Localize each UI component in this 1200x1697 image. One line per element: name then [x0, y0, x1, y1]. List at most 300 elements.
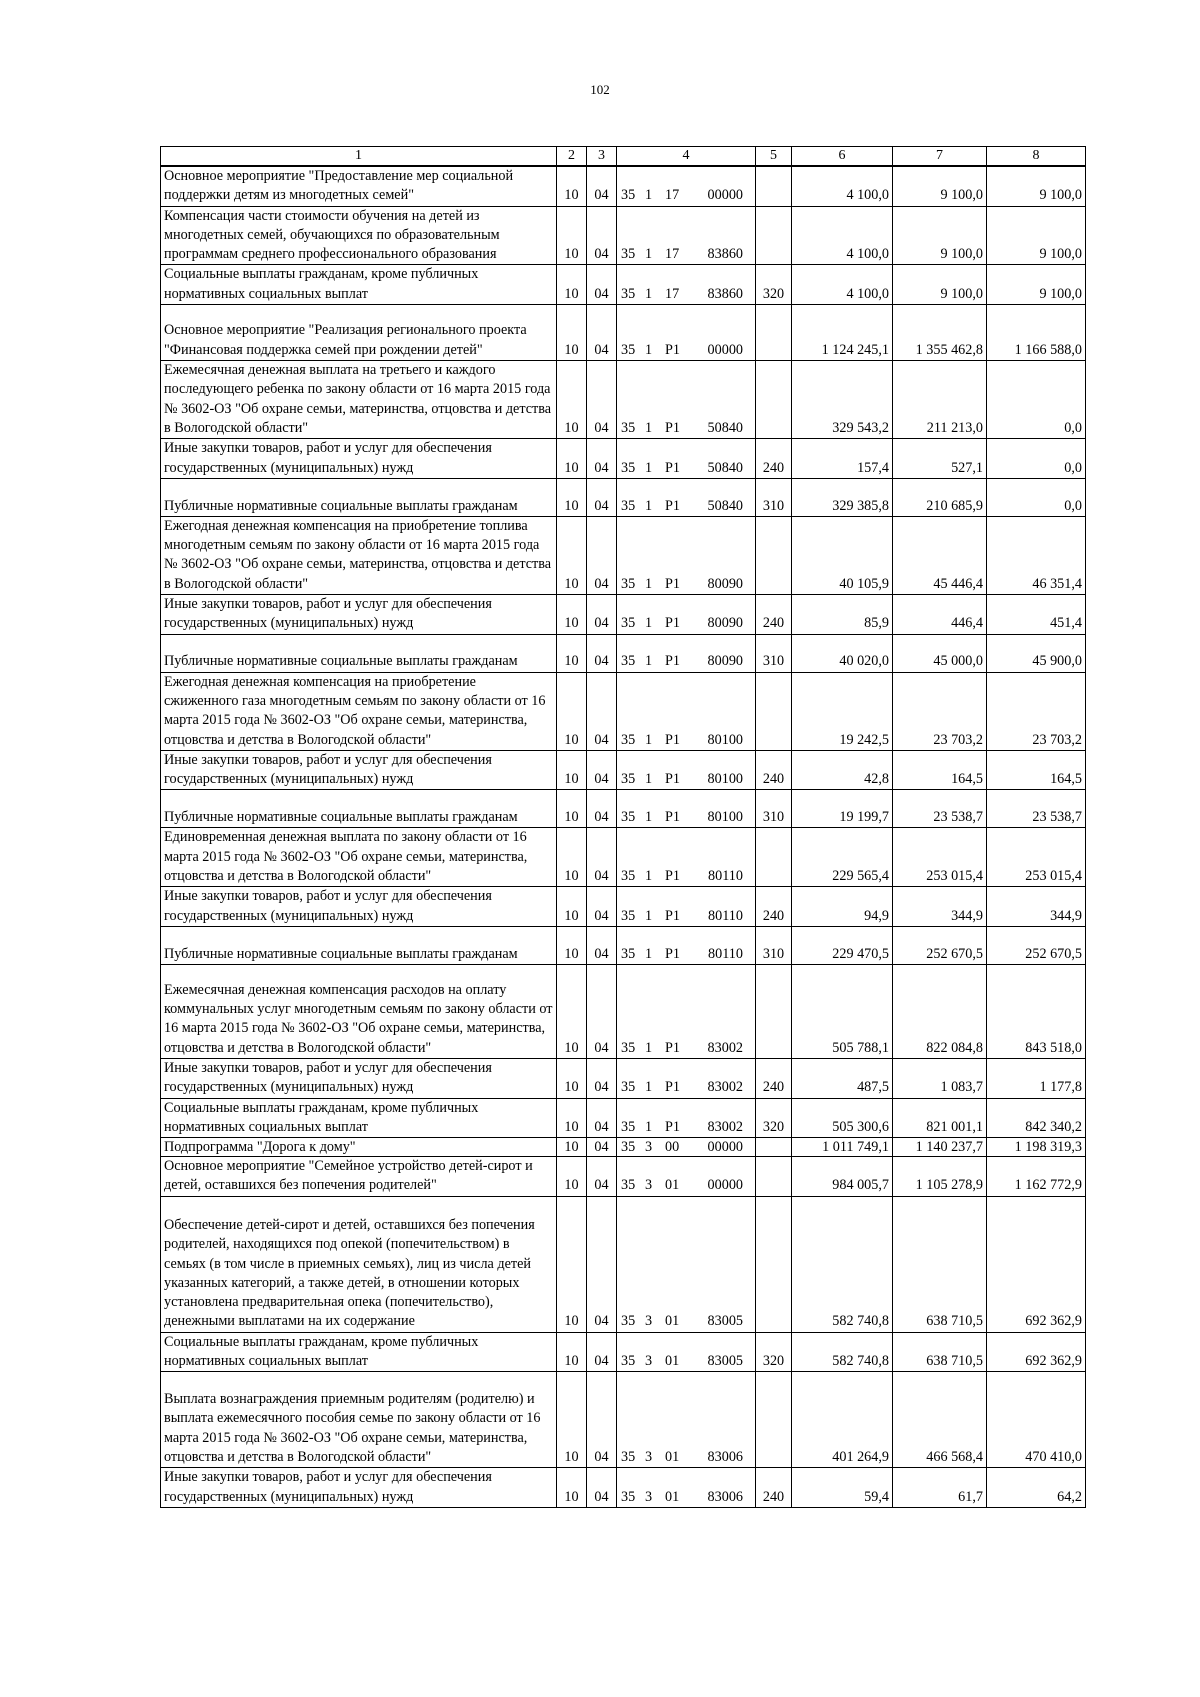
- expense-type-cell: [756, 305, 792, 361]
- table-row: [161, 305, 1086, 361]
- expense-type-cell: 310: [756, 634, 792, 672]
- target-article-part: 00000: [707, 1177, 743, 1194]
- amount-2022-cell: 61,7: [893, 1468, 987, 1508]
- target-article-part: 35: [621, 945, 636, 962]
- row-name-cell: Социальные выплаты гражданам, кроме публичных нормативных социальных выплат: [161, 265, 557, 305]
- amount-2021-cell: 19 242,5: [792, 672, 893, 750]
- target-article-cell: [617, 828, 756, 887]
- expense-type-cell: [756, 1157, 792, 1197]
- target-article-cell: [617, 166, 756, 206]
- amount-2021-cell: 59,4: [792, 1468, 893, 1508]
- target-article-part: 3: [645, 1448, 653, 1465]
- target-article-part: 83002: [707, 1118, 743, 1135]
- amount-2021-cell: 85,9: [792, 595, 893, 635]
- target-article-part: 1: [645, 1079, 653, 1096]
- row-name-cell: Основное мероприятие "Реализация регионального проекта "Финансовая поддержка семей при рождении детей": [161, 305, 557, 361]
- amount-2021-cell: 505 788,1: [792, 964, 893, 1058]
- table-row: [161, 1332, 1086, 1372]
- row-name-cell: Ежегодная денежная компенсация на приобретение сжиженного газа многодетным семьям по закону области от 16 марта 2015 года № 3602-ОЗ "Об охране семьи, материнства, отцовства и детства в Вологодской области": [161, 672, 557, 750]
- header-cell: 4: [617, 147, 756, 167]
- section-code-cell: 10: [557, 1058, 587, 1098]
- table-row: [161, 516, 1086, 594]
- table-row: [161, 206, 1086, 265]
- row-name-cell: Иные закупки товаров, работ и услуг для обеспечения государственных (муниципальных) нужд: [161, 1468, 557, 1508]
- amount-2021-cell: 401 264,9: [792, 1372, 893, 1468]
- target-article-part: 35: [621, 907, 636, 924]
- target-article-part: P1: [665, 1039, 680, 1056]
- target-article-part: 1: [645, 868, 653, 885]
- target-article-part: P1: [665, 868, 680, 885]
- target-article-part: 00000: [707, 187, 743, 204]
- target-article-part: 35: [621, 1177, 636, 1194]
- target-article-part: 80090: [707, 575, 743, 592]
- target-article-part: 1: [645, 945, 653, 962]
- amount-2021-cell: 42,8: [792, 750, 893, 790]
- row-name-cell: Иные закупки товаров, работ и услуг для обеспечения государственных (муниципальных) нужд: [161, 439, 557, 479]
- table-row: [161, 1058, 1086, 1098]
- amount-2023-cell: 9 100,0: [987, 265, 1086, 305]
- target-article-part: P1: [665, 419, 680, 436]
- amount-2021-cell: 4 100,0: [792, 265, 893, 305]
- header-cell: 3: [587, 147, 617, 167]
- target-article-part: 35: [621, 1352, 636, 1369]
- subsection-code-cell: 04: [587, 206, 617, 265]
- subsection-code-cell: 04: [587, 672, 617, 750]
- subsection-code-cell: 04: [587, 926, 617, 964]
- target-article-part: 35: [621, 771, 636, 788]
- target-article-part: 80100: [707, 809, 743, 826]
- row-name-cell: Подпрограмма "Дорога к дому": [161, 1138, 557, 1157]
- amount-2022-cell: 821 001,1: [893, 1098, 987, 1138]
- header-row: [161, 147, 1086, 167]
- amount-2021-cell: 19 199,7: [792, 790, 893, 828]
- row-name-cell: Иные закупки товаров, работ и услуг для обеспечения государственных (муниципальных) нужд: [161, 1058, 557, 1098]
- amount-2023-cell: 253 015,4: [987, 828, 1086, 887]
- expense-type-cell: [756, 206, 792, 265]
- expense-type-cell: [756, 361, 792, 439]
- expense-type-cell: 240: [756, 887, 792, 927]
- target-article-part: 1: [645, 341, 653, 358]
- target-article-cell: [617, 305, 756, 361]
- subsection-code-cell: 04: [587, 887, 617, 927]
- target-article-cell: [617, 926, 756, 964]
- row-name-cell: Основное мероприятие "Предоставление мер социальной поддержки детям из многодетных семей": [161, 166, 557, 206]
- amount-2022-cell: 45 000,0: [893, 634, 987, 672]
- target-article-cell: [617, 672, 756, 750]
- table-row: [161, 361, 1086, 439]
- target-article-part: P1: [665, 945, 680, 962]
- subsection-code-cell: 04: [587, 1196, 617, 1332]
- target-article-part: 35: [621, 1488, 636, 1505]
- section-code-cell: 10: [557, 516, 587, 594]
- target-article-part: 35: [621, 285, 636, 302]
- amount-2022-cell: 211 213,0: [893, 361, 987, 439]
- target-article-cell: [617, 750, 756, 790]
- amount-2023-cell: 64,2: [987, 1468, 1086, 1508]
- row-name-cell: Единовременная денежная выплата по закону области от 16 марта 2015 года № 3602-ОЗ "Об охране семьи, материнства, отцовства и детства в Вологодской области": [161, 828, 557, 887]
- target-article-part: 3: [645, 1488, 653, 1505]
- target-article-part: 1: [645, 459, 653, 476]
- subsection-code-cell: 04: [587, 478, 617, 516]
- target-article-part: 83860: [707, 285, 743, 302]
- target-article-part: P1: [665, 341, 680, 358]
- header-cell: 7: [893, 147, 987, 167]
- target-article-part: 1: [645, 731, 653, 748]
- target-article-part: 83006: [707, 1488, 743, 1505]
- subsection-code-cell: 04: [587, 166, 617, 206]
- amount-2022-cell: 23 703,2: [893, 672, 987, 750]
- target-article-cell: [617, 1058, 756, 1098]
- target-article-part: 3: [645, 1313, 653, 1330]
- target-article-part: 80090: [707, 615, 743, 632]
- target-article-cell: [617, 790, 756, 828]
- amount-2022-cell: 45 446,4: [893, 516, 987, 594]
- subsection-code-cell: 04: [587, 516, 617, 594]
- target-article-part: P1: [665, 575, 680, 592]
- amount-2021-cell: 229 565,4: [792, 828, 893, 887]
- expense-type-cell: 310: [756, 790, 792, 828]
- row-name-cell: Иные закупки товаров, работ и услуг для обеспечения государственных (муниципальных) нужд: [161, 887, 557, 927]
- target-article-part: 17: [665, 285, 680, 302]
- amount-2023-cell: 470 410,0: [987, 1372, 1086, 1468]
- section-code-cell: 10: [557, 1332, 587, 1372]
- amount-2023-cell: 45 900,0: [987, 634, 1086, 672]
- header-cell: 8: [987, 147, 1086, 167]
- target-article-part: 35: [621, 341, 636, 358]
- amount-2023-cell: 9 100,0: [987, 166, 1086, 206]
- target-article-cell: [617, 1196, 756, 1332]
- table-row: [161, 595, 1086, 635]
- table-row: [161, 1372, 1086, 1468]
- section-code-cell: 10: [557, 595, 587, 635]
- target-article-part: 00000: [707, 1139, 743, 1156]
- table-row: [161, 1468, 1086, 1508]
- amount-2022-cell: 344,9: [893, 887, 987, 927]
- header-cell: 2: [557, 147, 587, 167]
- target-article-part: 35: [621, 459, 636, 476]
- target-article-cell: [617, 1332, 756, 1372]
- row-name-cell: Публичные нормативные социальные выплаты гражданам: [161, 926, 557, 964]
- target-article-part: 3: [645, 1139, 653, 1156]
- target-article-part: 00: [665, 1139, 680, 1156]
- amount-2023-cell: 692 362,9: [987, 1196, 1086, 1332]
- target-article-cell: [617, 634, 756, 672]
- table-row: [161, 887, 1086, 927]
- amount-2022-cell: 822 084,8: [893, 964, 987, 1058]
- amount-2023-cell: 23 538,7: [987, 790, 1086, 828]
- amount-2023-cell: 692 362,9: [987, 1332, 1086, 1372]
- amount-2022-cell: 9 100,0: [893, 206, 987, 265]
- target-article-part: P1: [665, 809, 680, 826]
- section-code-cell: 10: [557, 1196, 587, 1332]
- target-article-part: 00000: [707, 341, 743, 358]
- expense-type-cell: 240: [756, 595, 792, 635]
- target-article-part: 1: [645, 246, 653, 263]
- amount-2021-cell: 329 385,8: [792, 478, 893, 516]
- target-article-part: 1: [645, 187, 653, 204]
- target-article-part: 01: [665, 1488, 680, 1505]
- target-article-part: P1: [665, 497, 680, 514]
- target-article-part: 35: [621, 1139, 636, 1156]
- target-article-cell: [617, 478, 756, 516]
- row-name-cell: Публичные нормативные социальные выплаты гражданам: [161, 478, 557, 516]
- target-article-part: 35: [621, 809, 636, 826]
- amount-2023-cell: 344,9: [987, 887, 1086, 927]
- section-code-cell: 10: [557, 750, 587, 790]
- amount-2022-cell: 1 083,7: [893, 1058, 987, 1098]
- target-article-cell: [617, 361, 756, 439]
- section-code-cell: 10: [557, 439, 587, 479]
- row-name-cell: Основное мероприятие "Семейное устройство детей-сирот и детей, оставшихся без попечения родителей": [161, 1157, 557, 1197]
- amount-2021-cell: 487,5: [792, 1058, 893, 1098]
- amount-2021-cell: 1 011 749,1: [792, 1138, 893, 1157]
- amount-2021-cell: 94,9: [792, 887, 893, 927]
- row-name-cell: Компенсация части стоимости обучения на детей из многодетных семей, обучающихся по образовательным программам среднего профессионального образования: [161, 206, 557, 265]
- section-code-cell: 10: [557, 1372, 587, 1468]
- subsection-code-cell: 04: [587, 964, 617, 1058]
- target-article-part: 35: [621, 868, 636, 885]
- target-article-part: 01: [665, 1177, 680, 1194]
- target-article-part: 1: [645, 809, 653, 826]
- table-row: [161, 964, 1086, 1058]
- expense-type-cell: 320: [756, 265, 792, 305]
- target-article-part: 1: [645, 653, 653, 670]
- target-article-part: 80100: [707, 771, 743, 788]
- expense-type-cell: 240: [756, 439, 792, 479]
- amount-2022-cell: 466 568,4: [893, 1372, 987, 1468]
- section-code-cell: 10: [557, 166, 587, 206]
- amount-2022-cell: 164,5: [893, 750, 987, 790]
- amount-2023-cell: 9 100,0: [987, 206, 1086, 265]
- amount-2021-cell: 329 543,2: [792, 361, 893, 439]
- section-code-cell: 10: [557, 361, 587, 439]
- subsection-code-cell: 04: [587, 1372, 617, 1468]
- amount-2021-cell: 582 740,8: [792, 1332, 893, 1372]
- amount-2021-cell: 984 005,7: [792, 1157, 893, 1197]
- row-name-cell: Ежегодная денежная компенсация на приобретение топлива многодетным семьям по закону области от 16 марта 2015 года № 3602-ОЗ "Об охране семьи, материнства, отцовства и детства в Вологодской области": [161, 516, 557, 594]
- target-article-part: 35: [621, 1079, 636, 1096]
- expense-type-cell: [756, 964, 792, 1058]
- target-article-part: 35: [621, 731, 636, 748]
- amount-2022-cell: 1 355 462,8: [893, 305, 987, 361]
- target-article-part: 17: [665, 246, 680, 263]
- amount-2021-cell: 40 020,0: [792, 634, 893, 672]
- target-article-part: 83006: [707, 1448, 743, 1465]
- amount-2023-cell: 1 162 772,9: [987, 1157, 1086, 1197]
- amount-2021-cell: 40 105,9: [792, 516, 893, 594]
- expense-type-cell: [756, 166, 792, 206]
- expense-type-cell: 310: [756, 926, 792, 964]
- table-row: [161, 672, 1086, 750]
- expense-type-cell: 240: [756, 1468, 792, 1508]
- expense-type-cell: [756, 1138, 792, 1157]
- target-article-part: 83002: [707, 1079, 743, 1096]
- target-article-part: 35: [621, 246, 636, 263]
- target-article-cell: [617, 1157, 756, 1197]
- table-row: [161, 926, 1086, 964]
- amount-2021-cell: 505 300,6: [792, 1098, 893, 1138]
- subsection-code-cell: 04: [587, 1098, 617, 1138]
- row-name-cell: Социальные выплаты гражданам, кроме публичных нормативных социальных выплат: [161, 1332, 557, 1372]
- section-code-cell: 10: [557, 672, 587, 750]
- section-code-cell: 10: [557, 305, 587, 361]
- target-article-part: 01: [665, 1313, 680, 1330]
- subsection-code-cell: 04: [587, 1138, 617, 1157]
- amount-2021-cell: 229 470,5: [792, 926, 893, 964]
- target-article-part: 35: [621, 575, 636, 592]
- amount-2023-cell: 842 340,2: [987, 1098, 1086, 1138]
- amount-2022-cell: 23 538,7: [893, 790, 987, 828]
- expense-type-cell: 310: [756, 478, 792, 516]
- target-article-part: 83005: [707, 1352, 743, 1369]
- target-article-part: 1: [645, 285, 653, 302]
- expense-type-cell: [756, 672, 792, 750]
- amount-2023-cell: 164,5: [987, 750, 1086, 790]
- table-row: [161, 828, 1086, 887]
- target-article-part: 1: [645, 1039, 653, 1056]
- amount-2022-cell: 210 685,9: [893, 478, 987, 516]
- target-article-cell: [617, 1098, 756, 1138]
- target-article-part: 01: [665, 1352, 680, 1369]
- subsection-code-cell: 04: [587, 1058, 617, 1098]
- target-article-part: 1: [645, 575, 653, 592]
- target-article-part: 35: [621, 419, 636, 436]
- target-article-part: 1: [645, 1118, 653, 1135]
- budget-table: [160, 146, 1086, 1508]
- target-article-part: 80110: [708, 868, 743, 885]
- target-article-cell: [617, 887, 756, 927]
- amount-2023-cell: 0,0: [987, 478, 1086, 516]
- row-name-cell: Публичные нормативные социальные выплаты гражданам: [161, 634, 557, 672]
- target-article-part: P1: [665, 907, 680, 924]
- expense-type-cell: [756, 1196, 792, 1332]
- section-code-cell: 10: [557, 1138, 587, 1157]
- amount-2023-cell: 1 166 588,0: [987, 305, 1086, 361]
- header-cell: 1: [161, 147, 557, 167]
- section-code-cell: 10: [557, 206, 587, 265]
- amount-2022-cell: 9 100,0: [893, 265, 987, 305]
- row-name-cell: Ежемесячная денежная выплата на третьего и каждого последующего ребенка по закону области от 16 марта 2015 года № 3602-ОЗ "Об охране семьи, материнства, отцовства и детства в Вологодской области": [161, 361, 557, 439]
- target-article-part: 50840: [707, 459, 743, 476]
- amount-2022-cell: 1 105 278,9: [893, 1157, 987, 1197]
- table-row: [161, 439, 1086, 479]
- target-article-part: 80110: [708, 907, 743, 924]
- target-article-part: P1: [665, 731, 680, 748]
- target-article-part: 3: [645, 1352, 653, 1369]
- subsection-code-cell: 04: [587, 634, 617, 672]
- target-article-part: 35: [621, 1313, 636, 1330]
- amount-2023-cell: 1 198 319,3: [987, 1138, 1086, 1157]
- subsection-code-cell: 04: [587, 1468, 617, 1508]
- expense-type-cell: [756, 516, 792, 594]
- subsection-code-cell: 04: [587, 595, 617, 635]
- expense-type-cell: 320: [756, 1332, 792, 1372]
- target-article-cell: [617, 206, 756, 265]
- section-code-cell: 10: [557, 926, 587, 964]
- target-article-part: 80100: [707, 731, 743, 748]
- table-row: [161, 166, 1086, 206]
- target-article-part: 83002: [707, 1039, 743, 1056]
- expense-type-cell: [756, 1372, 792, 1468]
- target-article-part: 80110: [708, 945, 743, 962]
- subsection-code-cell: 04: [587, 790, 617, 828]
- amount-2023-cell: 252 670,5: [987, 926, 1086, 964]
- row-name-cell: Социальные выплаты гражданам, кроме публичных нормативных социальных выплат: [161, 1098, 557, 1138]
- target-article-cell: [617, 595, 756, 635]
- target-article-cell: [617, 1468, 756, 1508]
- amount-2021-cell: 4 100,0: [792, 166, 893, 206]
- amount-2021-cell: 582 740,8: [792, 1196, 893, 1332]
- target-article-part: 35: [621, 1118, 636, 1135]
- target-article-part: P1: [665, 615, 680, 632]
- subsection-code-cell: 04: [587, 1157, 617, 1197]
- amount-2023-cell: 843 518,0: [987, 964, 1086, 1058]
- amount-2023-cell: 451,4: [987, 595, 1086, 635]
- header-cell: 6: [792, 147, 893, 167]
- expense-type-cell: [756, 828, 792, 887]
- target-article-part: 35: [621, 1448, 636, 1465]
- target-article-part: 83860: [707, 246, 743, 263]
- amount-2022-cell: 527,1: [893, 439, 987, 479]
- expense-type-cell: 240: [756, 750, 792, 790]
- table-row: [161, 1157, 1086, 1197]
- amount-2021-cell: 1 124 245,1: [792, 305, 893, 361]
- amount-2023-cell: 0,0: [987, 361, 1086, 439]
- amount-2022-cell: 252 670,5: [893, 926, 987, 964]
- row-name-cell: Иные закупки товаров, работ и услуг для обеспечения государственных (муниципальных) нужд: [161, 595, 557, 635]
- section-code-cell: 10: [557, 1157, 587, 1197]
- section-code-cell: 10: [557, 634, 587, 672]
- amount-2023-cell: 46 351,4: [987, 516, 1086, 594]
- table-row: [161, 1196, 1086, 1332]
- target-article-part: P1: [665, 1079, 680, 1096]
- subsection-code-cell: 04: [587, 828, 617, 887]
- amount-2021-cell: 157,4: [792, 439, 893, 479]
- target-article-part: 35: [621, 187, 636, 204]
- target-article-part: 1: [645, 771, 653, 788]
- target-article-part: 35: [621, 653, 636, 670]
- section-code-cell: 10: [557, 478, 587, 516]
- subsection-code-cell: 04: [587, 439, 617, 479]
- target-article-part: 1: [645, 907, 653, 924]
- target-article-part: 1: [645, 497, 653, 514]
- target-article-cell: [617, 1138, 756, 1157]
- target-article-cell: [617, 516, 756, 594]
- expense-type-cell: 240: [756, 1058, 792, 1098]
- target-article-part: 1: [645, 615, 653, 632]
- section-code-cell: 10: [557, 790, 587, 828]
- target-article-part: 01: [665, 1448, 680, 1465]
- table-row: [161, 1138, 1086, 1157]
- section-code-cell: 10: [557, 265, 587, 305]
- amount-2023-cell: 0,0: [987, 439, 1086, 479]
- target-article-part: 17: [665, 187, 680, 204]
- target-article-cell: [617, 439, 756, 479]
- target-article-part: 50840: [707, 419, 743, 436]
- subsection-code-cell: 04: [587, 361, 617, 439]
- subsection-code-cell: 04: [587, 750, 617, 790]
- amount-2022-cell: 638 710,5: [893, 1196, 987, 1332]
- amount-2023-cell: 1 177,8: [987, 1058, 1086, 1098]
- target-article-cell: [617, 265, 756, 305]
- table-row: [161, 634, 1086, 672]
- header-cell: 5: [756, 147, 792, 167]
- expense-type-cell: 320: [756, 1098, 792, 1138]
- target-article-part: P1: [665, 653, 680, 670]
- amount-2022-cell: 638 710,5: [893, 1332, 987, 1372]
- target-article-part: 83005: [707, 1313, 743, 1330]
- table-row: [161, 1098, 1086, 1138]
